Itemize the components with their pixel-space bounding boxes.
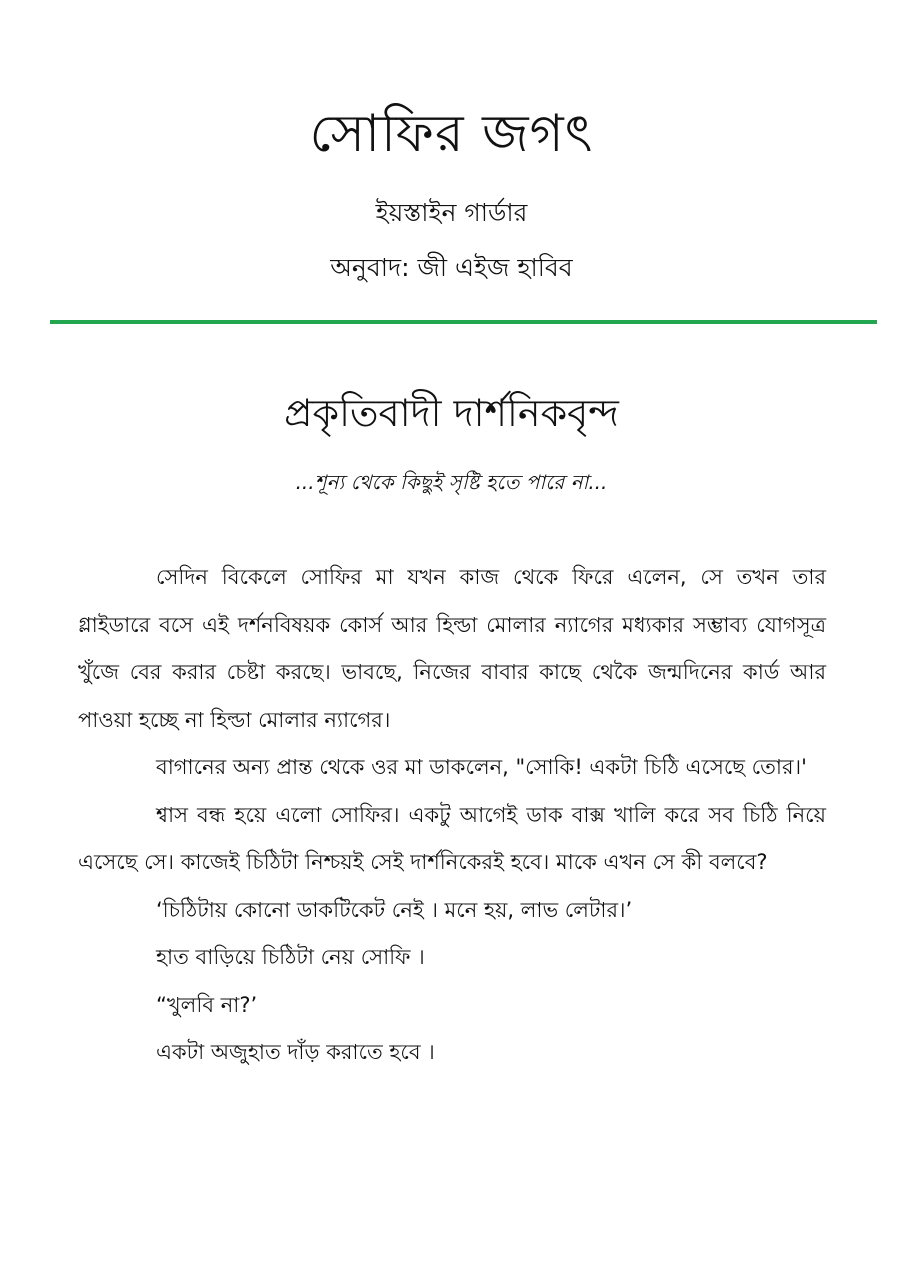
section-divider (50, 320, 877, 324)
paragraph: বাগানের অন্য প্রান্ত থেকে ওর মা ডাকলেন, "সোকি! একটা চিঠি এসেছে তোর।' (156, 755, 807, 779)
paragraph: শ্বাস বন্ধ হয়ে এলো সোফির। একটু আগেই ডাক বাক্স খালি করে সব চিঠি নিয়ে এসেছে সে। কাজেই চিঠিটা নিশ্চয়ই সেই দার্শনিকেরই হবে। মাকে এখন সে কী বলবে? (78, 802, 826, 874)
translator-credit: অনুবাদ: জী এইজ হাবিব (330, 253, 573, 282)
paragraph: “খুলবি না?’ (156, 992, 258, 1017)
chapter-title: প্রকৃতিবাদী দার্শনিকবৃন্দ (284, 391, 619, 435)
paragraph: ‘চিঠিটায় কোনো ডাকটিকেট নেই । মনে হয়, লাভ লেটার।’ (156, 897, 633, 922)
author-name: ইয়স্তাইন গার্ডার (375, 198, 528, 227)
body-text (78, 554, 826, 1077)
paragraph: একটা অজুহাত দাঁড় করাতে হবে । (156, 1040, 435, 1064)
paragraph: হাত বাড়িয়ে চিঠিটা নেয় সোফি । (156, 945, 425, 969)
chapter-epigraph: ...শূন্য থেকে কিছুই সৃষ্টি হতে পারে না... (295, 470, 608, 494)
book-title: সোফির জগৎ (309, 104, 594, 164)
paragraph: সেদিন বিকেলে সোফির মা যখন কাজ থেকে ফিরে এলেন, সে তখন তার গ্লাইডারে বসে এই দর্শনবিষয়ক কোর্স আর হিল্ডা মোলার ন্যাগের মধ্যকার সম্ভাব্য যোগসূত্র খুঁজে বের করার চেষ্টা করছে। ভাবছে, নিজের বাবার কাছে থেকৈ জন্মদিনের কার্ড আর পাওয়া হচ্ছে না হিল্ডা মোলার ন্যাগের। (78, 565, 826, 732)
